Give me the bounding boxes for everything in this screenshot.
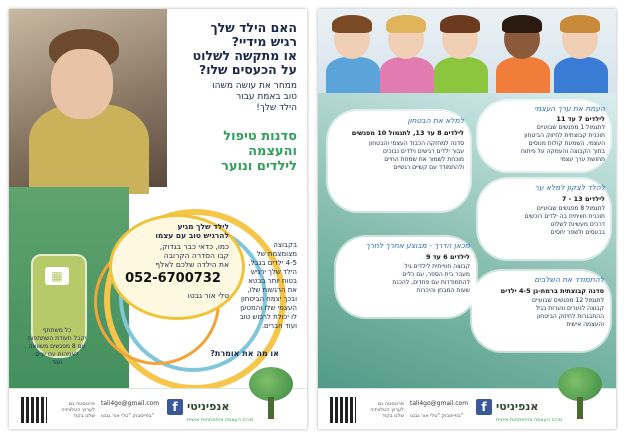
facebook-icon[interactable]: f <box>476 399 492 415</box>
qr-code[interactable] <box>330 397 356 423</box>
children-photo <box>318 9 616 93</box>
program-title: להלד לצקון למלא ער <box>534 183 605 192</box>
program-title: להתמודד את השלבים <box>534 275 604 284</box>
brand-name: אנפיניטי <box>187 400 230 413</box>
tag-text: כל משתתף יקבל תעודת השתתפות עם 8 מפגשים משוואה לאמהות עם יונים ועוד <box>27 327 87 366</box>
program-description: לתגמול 1 מפגשים שבועיים תוכנית קבוצתית לחיזוק הביטחון העצמי, השמעת קולות מנוסים בתוך הקבוצה והעמקה על פיתוח תחושת ערך עצמי <box>521 124 605 163</box>
brand-subtitle: מרכז העצמה והתפתחות אישית <box>187 417 254 423</box>
footer <box>9 388 307 429</box>
program-audience: לילדים 13 - 7 <box>561 195 605 203</box>
tree-logo-icon <box>249 367 293 419</box>
program-title: העמת את ערך העצמי <box>534 104 605 113</box>
qr-code[interactable] <box>21 397 47 423</box>
closing-question: או מה את אומרת? <box>210 349 279 358</box>
contact-name: טלי אור גבטו <box>187 291 229 300</box>
program-audience: לילדים 8 עד 13, לתגמול 10 מפגשים <box>351 129 464 137</box>
program-audience: לילדים 7 עד 11 <box>556 115 605 123</box>
email-link[interactable]: tali4go@gmail.com <box>410 400 469 407</box>
subheadline: ממחר את עושה משהו טוב באמת עבור הילד שלך! <box>212 81 297 113</box>
program-audience: לילדים 6 עד 9 <box>425 253 470 261</box>
footer <box>318 388 616 429</box>
tree-logo-icon <box>558 367 602 419</box>
workshop-title: סדנות טיפול והעצמה לילדים ונוער <box>221 129 297 174</box>
footer-note: פרוגסטה גם לערוץ הטלוויזיה שלנו בקוד <box>61 401 95 419</box>
email-link[interactable]: tali4go@gmail.com <box>101 400 160 407</box>
callout-text: לילד שלך מגיע להרגיש טוב עם עצמו כמו, כדאי כבר בגדוק, קבו הסדרה הקרובה את הילדה שלכם לאלף <box>155 222 229 269</box>
calendar-icon: ▦ <box>45 267 69 285</box>
facebook-caption: בפייסבוק "טלי אור גבטו" <box>101 413 154 419</box>
program-description: לתגמול 8 מפגשים שבועיים תוכנית חוויתית בה ילדים רוכשים דרכים מעשיות לשלוט בכעסים ולשפר יחסים <box>524 205 605 236</box>
program-description: סדנה למחזקה הכבוד העצמי והבטחון עבור ילדים רגישים וילדים נבוכים מוכחת לשמור את שמחת החיים ולהתמודד עם קשיים רגשיים <box>368 140 464 171</box>
program-audience: סדנה קבוצתית ברמת-גן 4-5 ילדים <box>500 287 604 295</box>
phone-number[interactable]: 052-6700732 <box>125 271 221 286</box>
child-photo <box>9 9 167 187</box>
program-description: קבוצה חווייתית לילדים גיל מעבר בית הספר, עם כלים להתמודדות עם פחדים, להכנת שעות המבחן והיכרות <box>392 263 470 294</box>
footer-note: פרוגסטה גם לערוץ הטלוויזיה שלנו בקוד <box>370 401 404 419</box>
program-title: מכאן הדרך - מבוצע אחרך לחרך <box>365 241 470 250</box>
program-description: לתגמול 12 מפגשים שבועיים קבוצה לנערים ונערות בגיל ההתבגרות לחיזוק הביטחון והעצמה אישית <box>532 297 604 328</box>
flyer-front-page <box>9 9 307 429</box>
body-text: בקבוצה מצומצמת של 4-5 ילדים בגבל, הילד שלך ירגיש בטוח יותר בבטא את הרגשות שלו, ובכך יצמח הביטחון העצמי שלו והמטען לו יכולת לרכוש טוב ועוד חברים. <box>239 241 297 330</box>
facebook-icon[interactable]: f <box>167 399 183 415</box>
brand-name: אנפיניטי <box>496 400 539 413</box>
program-title: למלא את הבטחון <box>407 116 464 125</box>
headline: האם הילד שלך רגיש מידיי? או מתקשה לשלוט על הכעסים שלו? <box>192 20 297 77</box>
facebook-caption: בפייסבוק "טלי אור גבטו" <box>410 413 463 419</box>
brand-subtitle: מרכז העצמה והתפתחות אישית <box>496 417 563 423</box>
flyer-back-page <box>318 9 616 429</box>
